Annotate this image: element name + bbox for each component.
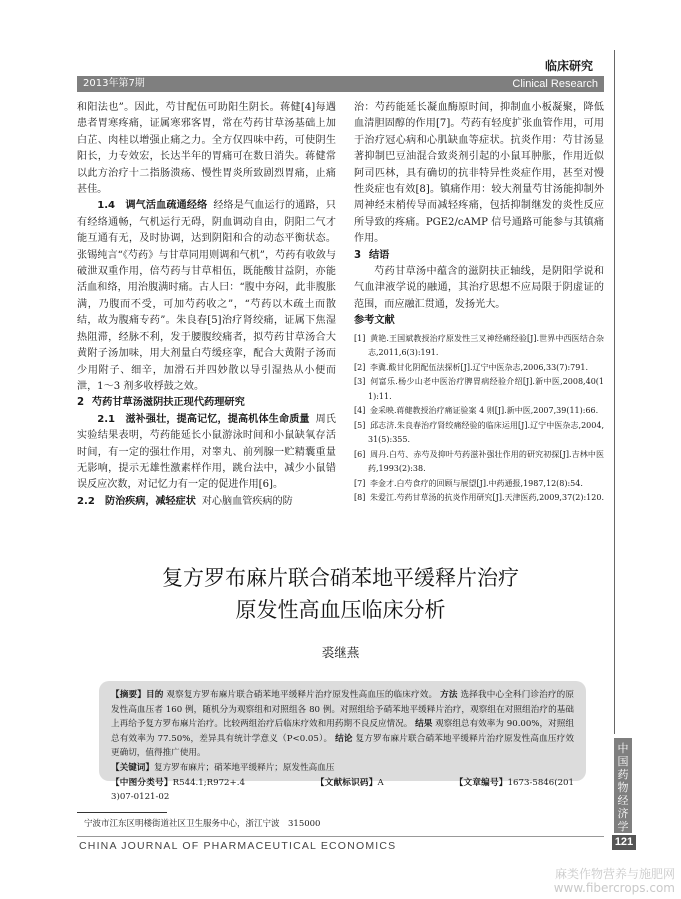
reference-item — [354, 361, 604, 376]
subsection-2-2 — [77, 494, 336, 510]
reference-item — [354, 375, 604, 404]
classification-row — [111, 776, 574, 805]
issue-header-bar — [77, 76, 604, 92]
abstract-text — [111, 688, 574, 761]
reference-item — [354, 404, 604, 419]
reference-list — [354, 332, 604, 506]
reference-text: 何富乐.杨少山老中医治疗脾胃病经验介绍[J].新中医,2008,40(11):11. — [368, 377, 604, 401]
method-label: 方法 — [440, 690, 458, 700]
reference-number: [6] — [354, 449, 366, 459]
reference-number: [8] — [354, 493, 366, 503]
reference-text: 黄艳.王国斌教授治疗原发性三叉神经痛经验[J].世界中西医结合杂志,2011,6(3):191. — [368, 333, 604, 358]
references-heading: 参考文献 — [354, 315, 395, 327]
reference-number: [2] — [354, 362, 366, 372]
footnote-rule — [77, 812, 167, 813]
reference-number: [4] — [354, 406, 366, 416]
clc-value: R544.1;R972+.4 — [172, 777, 245, 788]
subsection-body: 对心脑血管疾病的防 — [201, 495, 293, 507]
reference-number: [5] — [354, 420, 366, 430]
journal-name-footer: CHINA JOURNAL OF PHARMACEUTICAL ECONOMICS — [77, 836, 604, 854]
clc-field — [111, 778, 279, 788]
conclusion-text: 复方罗布麻片联合硝苯地平缓释片治疗原发性高血压疗效更确切，值得推广使用。 — [111, 733, 574, 759]
reference-text: 朱爱江.芍药甘草汤的抗炎作用研究[J].天津医药,2009,37(2):120. — [370, 493, 604, 503]
purpose-text: 观察复方罗布麻片联合硝苯地平缓释片治疗原发性高血压的临床疗效。 — [166, 690, 438, 700]
keywords-label: 【关键词】 — [111, 762, 154, 773]
site-watermark — [554, 867, 675, 895]
reference-text: 周丹.白芍、赤芍及抑叶芍药滋补强壮作用的研究初探[J].吉林中医药,1993(2):38. — [368, 449, 604, 474]
reference-item — [354, 448, 604, 477]
title-line-1: 复方罗布麻片联合硝苯地平缓释片治疗 — [162, 566, 519, 590]
subsection-2-1 — [77, 412, 336, 494]
doc-code-label: 【文献标识码】 — [315, 777, 378, 788]
title-line-2: 原发性高血压临床分析 — [235, 598, 446, 622]
clc-label: 【中图分类号】 — [111, 777, 173, 788]
watermark-cn: 麻类作物营养与施肥网 — [554, 867, 675, 881]
section-3-heading — [354, 248, 604, 264]
reference-item — [354, 332, 604, 361]
section-title: 结语 — [369, 249, 390, 261]
reference-item — [354, 477, 604, 492]
reference-number: [1] — [354, 333, 366, 343]
result-text: 观察组总有效率为 90.00%，对照组总有效率为 77.50%，差异具有统计学意义（P<0.05）。 — [111, 719, 574, 744]
paragraph: 和阳法也”。因此，芍甘配伍可助阳生阴长。蒋健[4]每遇患者胃寒疼痛，证属寒邪客胃，常在芍药甘草汤基础上加白芷、肉桂以增强止痛之力。全方仅四味中药，可使阴生阳长，力专效宏，长达半年的胃痛可在数日消失。蒋健常以此方治疗十二指肠溃疡、慢性胃炎所致剧烈胃痛，止痛甚佳。 — [77, 102, 336, 196]
subsection-heading: 1.4 调气活血疏通经络 — [97, 200, 208, 212]
subsection-1-4 — [77, 198, 336, 395]
subsection-heading: 2.2 防治疾病，减轻症状 — [77, 495, 196, 507]
conclusion-label: 结论 — [335, 733, 353, 744]
left-column — [77, 100, 336, 510]
reference-text: 李冀.酸甘化阴配伍法探析[J].辽宁中医杂志,2006,33(7):791. — [370, 362, 588, 372]
reference-text: 李金才.白芍食疗的回顾与展望[J].中药通报,1987,12(8):54. — [370, 478, 583, 488]
article-no-label: 【文章编号】 — [454, 777, 508, 788]
method-text: 选择我中心全科门诊治疗的原发性高血压者 160 例，随机分为观察组和对照组各 80 例。对照组给予硝苯地平缓释片治疗，观察组在对照组治疗的基础上再给予复方罗布麻片治疗。比较两组治疗后临床疗效和用药期不良反应情况。 — [111, 690, 574, 730]
paragraph: 治：芍药能延长凝血酶原时间，抑制血小板凝聚，降低血清胆固醇的作用[7]。芍药有轻度扩张血管作用，可用于治疗冠心病和心肌缺血等症状。抗炎作用：芍甘汤显著抑制巴豆油混合致炎剂引起的小鼠耳肿胀，作用近似阿司匹林，具有确切的抗非特异性炎症作用，甚至对慢性炎症也有效[8]。镇痛作用：较大剂量芍甘汤能抑制外周神经末梢传导而减轻疼痛，包括抑制继发的炎性反应所导致的疼痛。PGE2/cAMP 信号通路可能参与其镇痛作用。 — [354, 102, 604, 245]
author-name: 裘继燕 — [321, 645, 360, 660]
reference-text: 邱志济.朱良春治疗肾绞痛经验的临床运用[J].辽宁中医杂志,2004,31(5):355. — [368, 420, 604, 445]
journal-side-tab: 中国药物经济学 — [614, 738, 632, 833]
abstract-label: 【摘要】 — [111, 690, 146, 700]
conclusion-paragraph: 芍药甘草汤中蕴含的滋阴扶正轴线，是阴阳学说和气血津液学说的融通，其治疗思想不应局限于阴虚证的范围，而应融汇贯通，发扬光大。 — [354, 266, 604, 310]
page-number: 121 — [612, 835, 636, 850]
reference-number: [7] — [354, 478, 366, 488]
subsection-body: 周氏实验结果表明，芍药能延长小鼠游泳时间和小鼠缺氧存活时间，有一定的强壮作用，对睾丸、前列腺一贮精囊重量无影响，提示无雄性激素样作用，跳台法中，减少小鼠错误反应次数，对记忆力有一定的促进作用[6]。 — [77, 413, 336, 491]
section-label: 临床研究 — [544, 59, 593, 73]
article-no-value: 1673-5846(2013)07-0121-02 — [111, 777, 574, 803]
section-en-label: Clinical Research — [512, 78, 598, 90]
affiliation-footnote: 宁波市江东区明楼街道社区卫生服务中心，浙江宁波 315000 — [84, 819, 321, 829]
section-number: 3 — [354, 249, 362, 261]
reference-item — [354, 419, 604, 448]
purpose-label: 目的 — [145, 690, 164, 700]
section-number: 2 — [77, 397, 85, 409]
subsection-body: 经络是气血运行的通路，只有经络通畅，气机运行无碍，阴血调动自由，阴阳二气才能互通有无，及时协调，达到阴阳和合的动态平衡状态。张锡纯言“《芍药》与甘草同用则调和气机”，芍药有收敛与破泄双重作用，倍芍药与甘草相伍，既能酸甘益阴，亦能活血和络，用治腹满时痛。古人曰：“腹中夯闷，此非腹胀满，乃腹而不受，可加芍药收之”，“芍药以木疏土而散结，故为腹痛专药”。朱良春[5]治疗肾绞痛，证属下焦湿热阻滞，经脉不利，发于腰腹绞痛者，拟芍药甘草汤合大黄附子汤加味，用大剂量白芍缓痉挛，配合大黄附子汤而少用附子、细辛，加滑石并四妙散以导引湿热从小便而泄，1～3 剂多收桴鼓之效。 — [77, 200, 336, 392]
issue-label: 2013年第7期 — [83, 78, 145, 89]
keywords-text: 复方罗布麻片；硝苯地平缓释片；原发性高血压 — [153, 762, 335, 773]
right-column — [354, 100, 604, 506]
section-title: 芍药甘草汤滋阴扶正现代药理研究 — [92, 397, 245, 409]
doc-code-field — [316, 778, 418, 788]
abstract-box — [99, 681, 586, 803]
margin-rule — [614, 50, 615, 734]
reference-number: [3] — [354, 377, 366, 387]
result-label: 结果 — [415, 719, 433, 730]
reference-text: 金采映.蒋健教授治疗痛证验案 4 则[J].新中医,2007,39(11):66. — [370, 406, 599, 416]
article-title — [77, 562, 604, 626]
section-2-heading — [77, 395, 336, 411]
watermark-url: www.fibercrops.com — [553, 881, 675, 895]
reference-item — [354, 491, 604, 506]
subsection-heading: 2.1 滋补强壮，提高记忆，提高机体生命质量 — [97, 413, 310, 425]
doc-code-value: A — [377, 777, 384, 788]
keywords-row — [111, 761, 574, 776]
